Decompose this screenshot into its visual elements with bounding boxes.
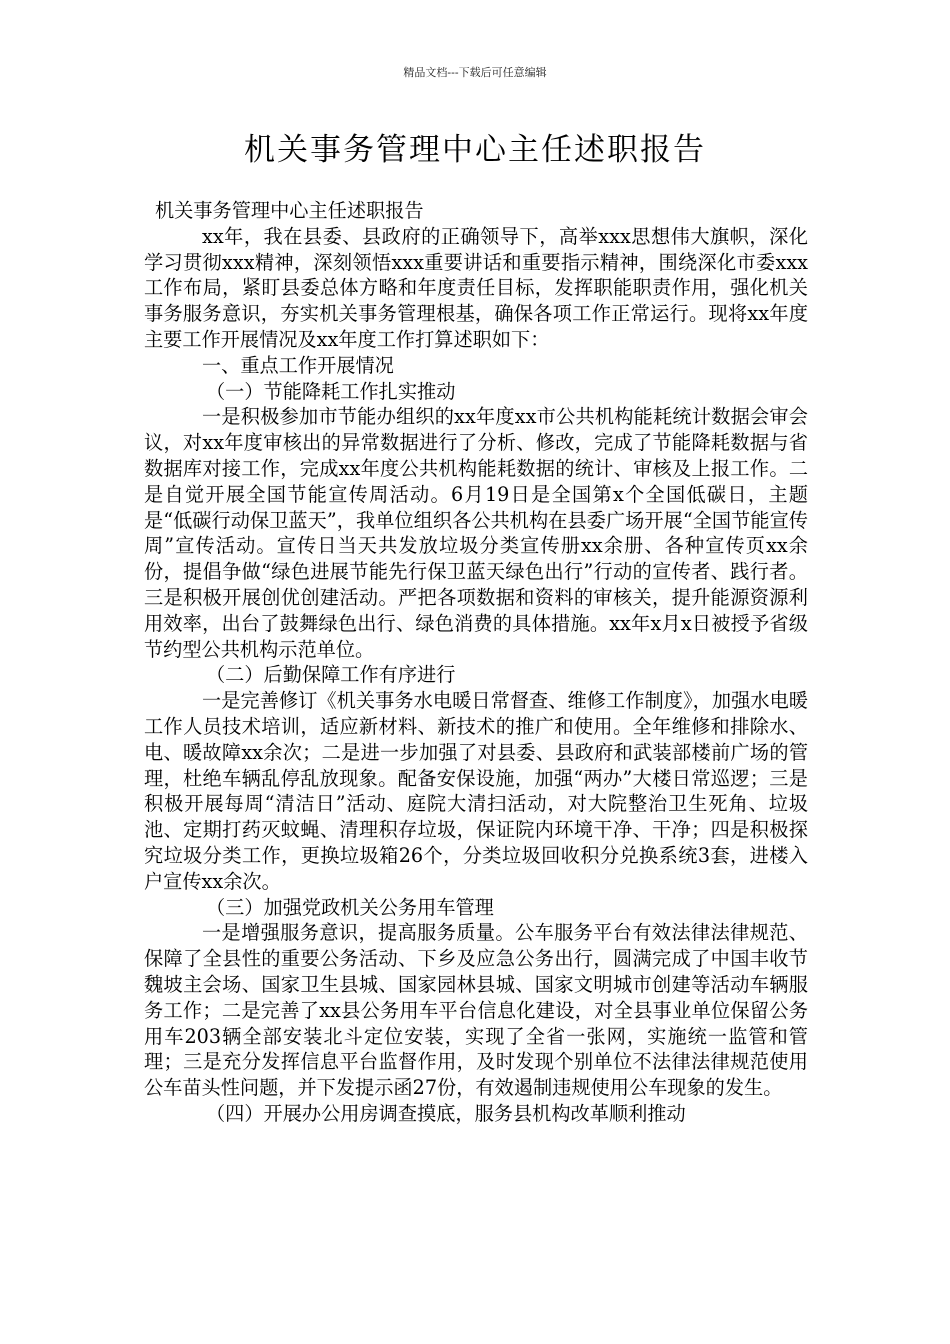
document-subtitle: 机关事务管理中心主任述职报告 (155, 199, 424, 222)
header-note: 精品文档---下载后可任意编辑 (403, 66, 547, 79)
document-title: 机关事务管理中心主任述职报告 (244, 132, 706, 168)
paragraph: 一是积极参加市节能办组织的xx年度xx市公共机构能耗统计数据会审会议，对xx年度审核出的异常数据进行了分析、修改，完成了节能降耗数据与省数据库对接工作，完成xx年度公共机构能耗数据的统计、审核及上报工作。二是自觉开展全国节能宣传周活动。6月19日是全国第x个全国低碳日，主题是“低碳行动保卫蓝天”，我单位组织各公共机构在县委广场开展“全国节能宣传周”宣传活动。宣传日当天共发放垃圾分类宣传册xx余册、各种宣传页xx余份，提倡争做“绿色进展节能先行保卫蓝天绿色出行”行动的宣传者、践行者。三是积极开展创优创建活动。严把各项数据和资料的审核关，提升能源资源利用效率，出台了鼓舞绿色出行、绿色消费的具体措施。xx年x月x日被授予省级节约型公共机构示范单位。 (144, 405, 808, 661)
section-heading: 一、重点工作开展情况 (202, 353, 394, 377)
paragraph: 一是增强服务意识，提高服务质量。公车服务平台有效法律法律规范、保障了全县性的重要公务活动、下乡及应急公务出行，圆满完成了中国丰收节魏坡主会场、国家卫生县城、国家园林县城、国家文明城市创建等活动车辆服务工作；二是完善了xx县公务用车平台信息化建设，对全县事业单位保留公务用车203辆全部安装北斗定位安装，实现了全省一张网，实施统一监管和管理；三是充分发挥信息平台监督作用，及时发现个别单位不法律法律规范使用公车苗头性问题，并下发提示函27份，有效遏制违规使用公车现象的发生。 (144, 921, 808, 1100)
paragraph-intro: xx年，我在县委、县政府的正确领导下，高举xxx思想伟大旗帜，深化学习贯彻xxx精神，深刻领悟xxx重要讲话和重要指示精神，围绕深化市委xxx工作布局，紧盯县委总体方略和年度责任目标，发挥职能职责作用，强化机关事务服务意识，夯实机关事务管理根基，确保各项工作正常运行。现将xx年度主要工作开展情况及xx年度工作打算述职如下： (144, 224, 808, 351)
paragraph: 一是完善修订《机关事务水电暖日常督查、维修工作制度》，加强水电暖工作人员技术培训，适应新材料、新技术的推广和使用。全年维修和排除水、电、暖故障xx余次；二是进一步加强了对县委、县政府和武装部楼前广场的管理，杜绝车辆乱停乱放现象。配备安保设施，加强“两办”大楼日常巡逻；三是积极开展每周“清洁日”活动、庭院大清扫活动，对大院整治卫生死角、垃圾池、定期打药灭蚊蝇、清理积存垃圾，保证院内环境干净、干净；四是积极探究垃圾分类工作，更换垃圾箱26个，分类垃圾回收积分兑换系统3套，进楼入户宣传xx余次。 (144, 689, 809, 893)
subsection-heading: （三）加强党政机关公务用车管理 (206, 895, 494, 919)
subsection-heading: （四）开展办公用房调查摸底，服务县机构改革顺利推动 (206, 1101, 686, 1125)
subsection-heading: （一）节能降耗工作扎实推动 (206, 379, 456, 403)
document-body (144, 198, 808, 1127)
subsection-heading: （二）后勤保障工作有序进行 (206, 663, 456, 687)
